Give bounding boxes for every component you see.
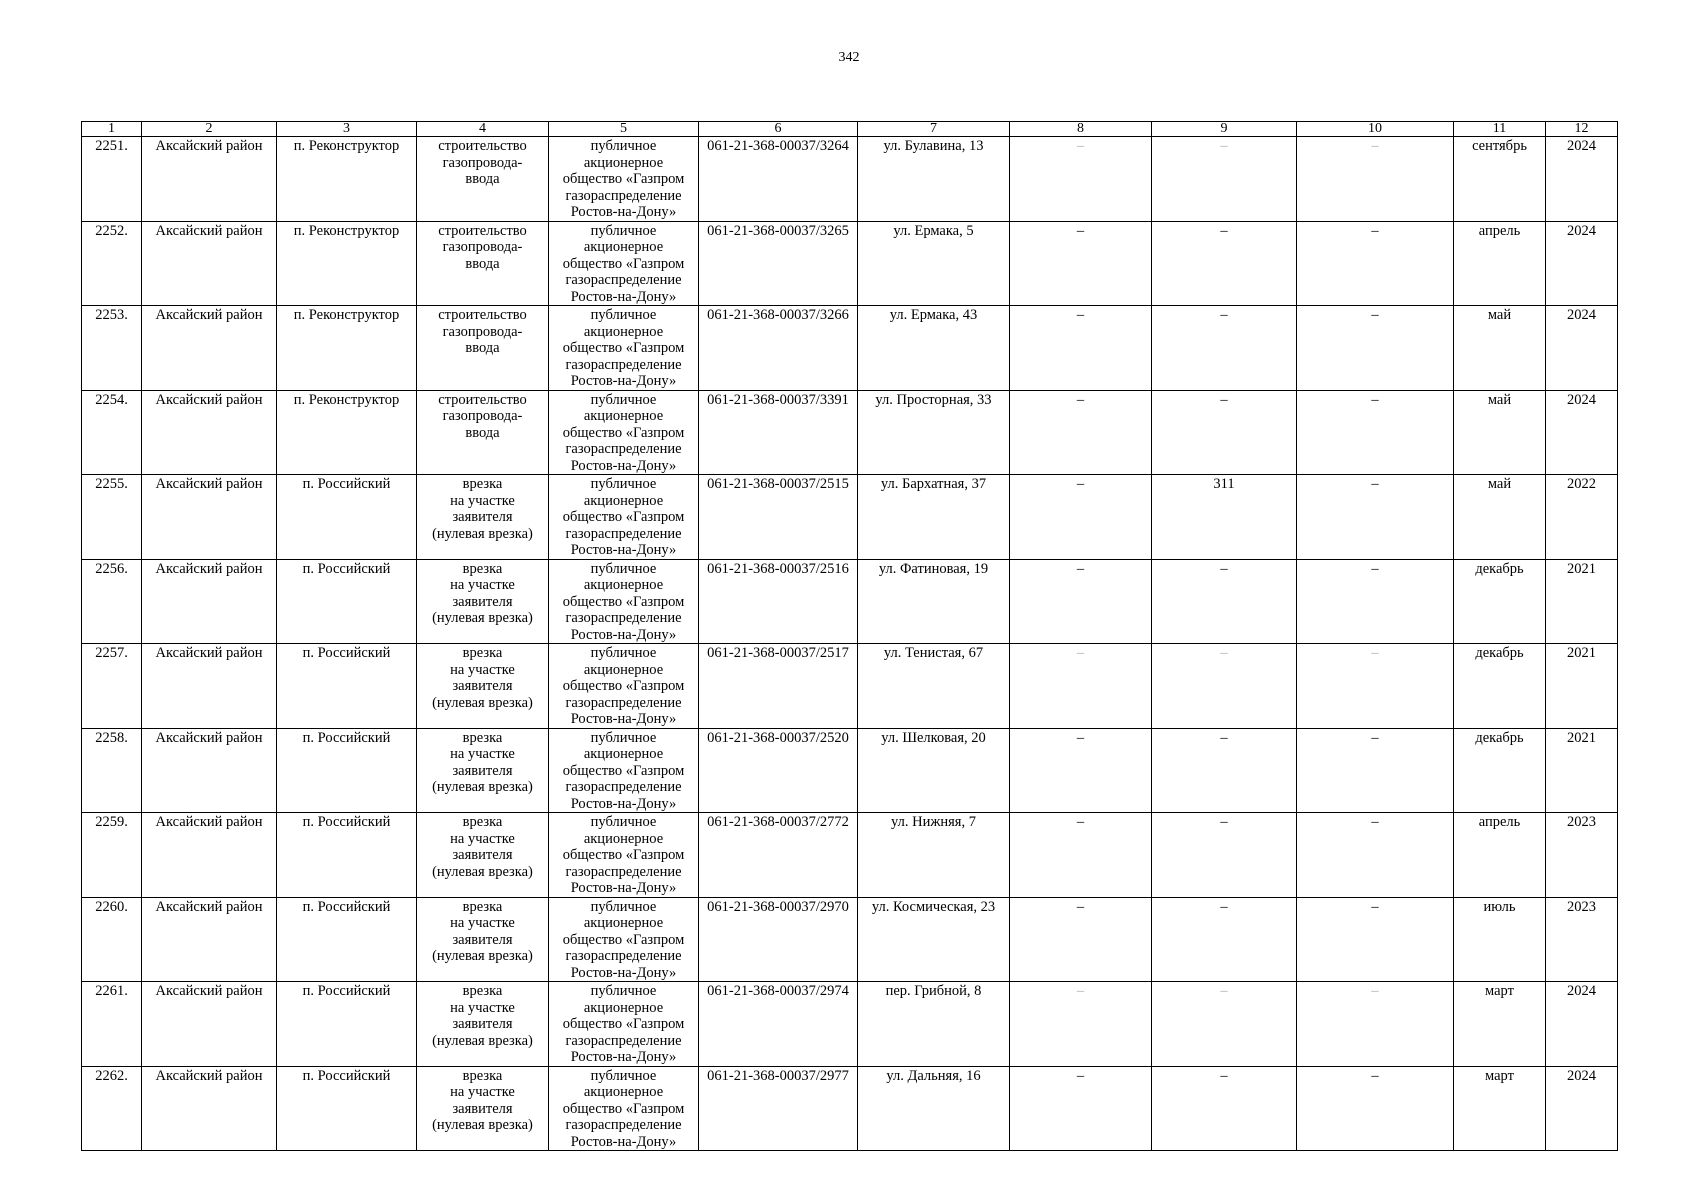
month: июль — [1454, 897, 1546, 982]
work-type — [417, 982, 549, 1067]
organization — [549, 390, 699, 475]
work-type-line: ввода — [465, 255, 500, 272]
work-type-line: заявителя — [452, 1100, 513, 1117]
year: 2024 — [1546, 137, 1618, 222]
work-type-line: (нулевая врезка) — [432, 1117, 533, 1133]
registration-code: 061-21-368-00037/2772 — [699, 813, 858, 898]
work-type — [417, 728, 549, 813]
year: 2021 — [1546, 644, 1618, 729]
organization-line: Ростов-на-Дону» — [570, 795, 677, 812]
column-number: 2 — [142, 122, 277, 137]
work-type-line: заявителя — [452, 678, 513, 694]
work-type-line: строительство — [438, 307, 527, 323]
registration-code: 061-21-368-00037/2517 — [699, 644, 858, 729]
organization-line: общество «Газпром — [562, 847, 685, 863]
work-type-line: на участке — [450, 492, 515, 509]
month: декабрь — [1454, 644, 1546, 729]
work-type-line: (нулевая врезка) — [432, 525, 533, 542]
organization-line: акционерное — [583, 661, 664, 678]
organization — [549, 559, 699, 644]
organization-line: акционерное — [583, 239, 664, 255]
work-type-line: заявителя — [452, 847, 513, 863]
work-type-line: (нулевая врезка) — [432, 948, 533, 964]
registration-code: 061-21-368-00037/2977 — [699, 1066, 858, 1151]
year: 2021 — [1546, 728, 1618, 813]
organization-line: Ростов-на-Дону» — [570, 1049, 677, 1065]
work-type — [417, 1066, 549, 1151]
registration-code: 061-21-368-00037/2974 — [699, 982, 858, 1067]
column-8-value: – — [1010, 1066, 1152, 1151]
organization — [549, 475, 699, 560]
address: ул. Булавина, 13 — [858, 137, 1010, 222]
month: март — [1454, 1066, 1546, 1151]
work-type-line: заявителя — [452, 593, 513, 610]
settlement: п. Реконструктор — [277, 306, 417, 391]
address: ул. Дальняя, 16 — [858, 1066, 1010, 1151]
column-9-value: – — [1152, 897, 1297, 982]
organization-line: газораспределение — [565, 525, 682, 542]
work-type-line: заявителя — [452, 931, 513, 948]
row-number: 2262. — [82, 1066, 142, 1151]
column-8-value: – — [1010, 137, 1152, 222]
column-number-row — [82, 122, 1618, 137]
row-number: 2252. — [82, 221, 142, 306]
column-10-value: – — [1297, 221, 1454, 306]
column-10-value: – — [1297, 475, 1454, 560]
row-number: 2255. — [82, 475, 142, 560]
settlement: п. Реконструктор — [277, 390, 417, 475]
organization — [549, 306, 699, 391]
column-9-value: – — [1152, 221, 1297, 306]
year: 2024 — [1546, 221, 1618, 306]
organization-line: публичное — [590, 222, 657, 239]
year: 2024 — [1546, 390, 1618, 475]
organization-line: газораспределение — [565, 356, 682, 373]
column-10-value: – — [1297, 1066, 1454, 1151]
organization-line: газораспределение — [565, 948, 682, 964]
month: апрель — [1454, 221, 1546, 306]
organization — [549, 221, 699, 306]
organization — [549, 728, 699, 813]
column-9-value: – — [1152, 137, 1297, 222]
address: ул. Космическая, 23 — [858, 897, 1010, 982]
work-type-line: газопровода- — [442, 154, 523, 171]
year: 2021 — [1546, 559, 1618, 644]
organization-line: Ростов-на-Дону» — [570, 457, 677, 474]
column-8-value: – — [1010, 559, 1152, 644]
registration-code: 061-21-368-00037/2516 — [699, 559, 858, 644]
organization-line: Ростов-на-Дону» — [570, 626, 677, 643]
settlement: п. Российский — [277, 559, 417, 644]
work-type-line: врезка — [462, 1067, 503, 1084]
organization-line: акционерное — [583, 408, 664, 424]
organization-line: газораспределение — [565, 1117, 682, 1133]
column-9-value: – — [1152, 559, 1297, 644]
work-type-line: газопровода- — [442, 239, 523, 255]
work-type-line: (нулевая врезка) — [432, 863, 533, 880]
row-number: 2251. — [82, 137, 142, 222]
organization-line: публичное — [590, 476, 657, 492]
work-type-line: ввода — [465, 340, 500, 356]
table-row — [82, 897, 1618, 982]
work-type-line: на участке — [450, 746, 515, 762]
organization — [549, 137, 699, 222]
organization-line: публичное — [590, 138, 657, 154]
district: Аксайский район — [142, 390, 277, 475]
organization-line: Ростов-на-Дону» — [570, 373, 677, 389]
work-type-line: (нулевая врезка) — [432, 1032, 533, 1049]
year: 2024 — [1546, 982, 1618, 1067]
table-row — [82, 559, 1618, 644]
column-9-value: – — [1152, 390, 1297, 475]
year: 2023 — [1546, 813, 1618, 898]
registration-code: 061-21-368-00037/3266 — [699, 306, 858, 391]
column-9-value: – — [1152, 728, 1297, 813]
page-number: 342 — [838, 50, 860, 65]
column-8-value: – — [1010, 813, 1152, 898]
organization-line: общество «Газпром — [562, 931, 685, 948]
organization-line: публичное — [590, 645, 657, 661]
address: ул. Ермака, 43 — [858, 306, 1010, 391]
column-10-value: – — [1297, 306, 1454, 391]
registry-table — [81, 121, 1618, 1151]
organization-line: акционерное — [583, 746, 664, 762]
column-9-value: – — [1152, 1066, 1297, 1151]
organization-line: Ростов-на-Дону» — [570, 542, 677, 558]
organization-line: акционерное — [583, 577, 664, 593]
settlement: п. Российский — [277, 644, 417, 729]
work-type — [417, 390, 549, 475]
organization-line: газораспределение — [565, 272, 682, 288]
settlement: п. Российский — [277, 1066, 417, 1151]
settlement: п. Российский — [277, 728, 417, 813]
column-10-value: – — [1297, 137, 1454, 222]
table-row — [82, 644, 1618, 729]
column-10-value: – — [1297, 813, 1454, 898]
row-number: 2256. — [82, 559, 142, 644]
work-type-line: заявителя — [452, 1016, 513, 1032]
work-type-line: врезка — [462, 476, 503, 492]
settlement: п. Реконструктор — [277, 137, 417, 222]
column-number: 8 — [1010, 122, 1152, 137]
row-number: 2259. — [82, 813, 142, 898]
organization-line: общество «Газпром — [562, 171, 685, 187]
year: 2024 — [1546, 1066, 1618, 1151]
work-type-line: (нулевая врезка) — [432, 694, 533, 711]
organization-line: общество «Газпром — [562, 593, 685, 610]
organization-line: газораспределение — [565, 187, 682, 204]
work-type-line: на участке — [450, 577, 515, 593]
work-type-line: врезка — [462, 898, 503, 915]
address: ул. Нижняя, 7 — [858, 813, 1010, 898]
organization-line: Ростов-на-Дону» — [570, 964, 677, 981]
column-10-value: – — [1297, 982, 1454, 1067]
column-8-value: – — [1010, 390, 1152, 475]
organization-line: газораспределение — [565, 441, 682, 457]
district: Аксайский район — [142, 221, 277, 306]
work-type-line: на участке — [450, 661, 515, 678]
organization-line: общество «Газпром — [562, 1100, 685, 1117]
column-9-value: – — [1152, 813, 1297, 898]
column-8-value: – — [1010, 897, 1152, 982]
organization-line: публичное — [590, 560, 657, 577]
work-type-line: строительство — [438, 138, 527, 154]
work-type-line: врезка — [462, 560, 503, 577]
work-type-line: строительство — [438, 222, 527, 239]
table-row — [82, 475, 1618, 560]
settlement: п. Реконструктор — [277, 221, 417, 306]
month: сентябрь — [1454, 137, 1546, 222]
column-8-value: – — [1010, 982, 1152, 1067]
organization-line: газораспределение — [565, 1032, 682, 1049]
column-number: 12 — [1546, 122, 1618, 137]
organization — [549, 1066, 699, 1151]
organization-line: акционерное — [583, 1084, 664, 1100]
registration-code: 061-21-368-00037/2520 — [699, 728, 858, 813]
organization-line: газораспределение — [565, 610, 682, 626]
district: Аксайский район — [142, 897, 277, 982]
year: 2022 — [1546, 475, 1618, 560]
column-9-value: – — [1152, 644, 1297, 729]
organization-line: Ростов-на-Дону» — [570, 880, 677, 896]
work-type — [417, 559, 549, 644]
organization-line: акционерное — [583, 830, 664, 847]
table-row — [82, 137, 1618, 222]
column-10-value: – — [1297, 390, 1454, 475]
column-8-value: – — [1010, 475, 1152, 560]
organization-line: Ростов-на-Дону» — [570, 1133, 677, 1150]
organization-line: Ростов-на-Дону» — [570, 288, 677, 305]
column-number: 6 — [699, 122, 858, 137]
work-type — [417, 813, 549, 898]
column-9-value: – — [1152, 982, 1297, 1067]
work-type-line: врезка — [462, 729, 503, 746]
organization-line: акционерное — [583, 154, 664, 171]
district: Аксайский район — [142, 982, 277, 1067]
work-type — [417, 221, 549, 306]
district: Аксайский район — [142, 813, 277, 898]
row-number: 2260. — [82, 897, 142, 982]
organization-line: публичное — [590, 1067, 657, 1084]
work-type — [417, 475, 549, 560]
organization-line: публичное — [590, 814, 657, 830]
organization-line: общество «Газпром — [562, 255, 685, 272]
table-row — [82, 306, 1618, 391]
column-10-value: – — [1297, 644, 1454, 729]
work-type — [417, 137, 549, 222]
work-type — [417, 306, 549, 391]
address: ул. Тенистая, 67 — [858, 644, 1010, 729]
organization-line: Ростов-на-Дону» — [570, 204, 677, 220]
organization-line: публичное — [590, 898, 657, 915]
organization-line: общество «Газпром — [562, 424, 685, 441]
work-type-line: на участке — [450, 915, 515, 931]
table-row — [82, 982, 1618, 1067]
organization — [549, 813, 699, 898]
organization-line: акционерное — [583, 492, 664, 509]
work-type-line: врезка — [462, 983, 503, 999]
registration-code: 061-21-368-00037/3265 — [699, 221, 858, 306]
column-10-value: – — [1297, 897, 1454, 982]
work-type-line: на участке — [450, 1084, 515, 1100]
settlement: п. Российский — [277, 982, 417, 1067]
address: пер. Грибной, 8 — [858, 982, 1010, 1067]
work-type-line: ввода — [465, 171, 500, 187]
work-type-line: заявителя — [452, 509, 513, 525]
column-8-value: – — [1010, 728, 1152, 813]
work-type-line: врезка — [462, 645, 503, 661]
row-number: 2258. — [82, 728, 142, 813]
organization-line: общество «Газпром — [562, 340, 685, 356]
organization-line: публичное — [590, 391, 657, 408]
row-number: 2253. — [82, 306, 142, 391]
month: май — [1454, 306, 1546, 391]
work-type-line: строительство — [438, 391, 527, 408]
work-type-line: на участке — [450, 830, 515, 847]
column-10-value: – — [1297, 728, 1454, 813]
column-number: 11 — [1454, 122, 1546, 137]
settlement: п. Российский — [277, 813, 417, 898]
month: апрель — [1454, 813, 1546, 898]
address: ул. Фатиновая, 19 — [858, 559, 1010, 644]
column-9-value: – — [1152, 306, 1297, 391]
organization-line: акционерное — [583, 999, 664, 1016]
organization-line: общество «Газпром — [562, 678, 685, 694]
organization-line: публичное — [590, 307, 657, 323]
registration-code: 061-21-368-00037/2515 — [699, 475, 858, 560]
settlement: п. Российский — [277, 897, 417, 982]
organization-line: акционерное — [583, 323, 664, 340]
organization — [549, 644, 699, 729]
table-row — [82, 221, 1618, 306]
column-number: 4 — [417, 122, 549, 137]
work-type-line: газопровода- — [442, 408, 523, 424]
organization-line: акционерное — [583, 915, 664, 931]
row-number: 2254. — [82, 390, 142, 475]
district: Аксайский район — [142, 137, 277, 222]
registration-code: 061-21-368-00037/3391 — [699, 390, 858, 475]
column-number: 10 — [1297, 122, 1454, 137]
work-type-line: заявителя — [452, 762, 513, 779]
district: Аксайский район — [142, 475, 277, 560]
column-8-value: – — [1010, 644, 1152, 729]
address: ул. Ермака, 5 — [858, 221, 1010, 306]
organization-line: общество «Газпром — [562, 762, 685, 779]
table-row — [82, 390, 1618, 475]
address: ул. Бархатная, 37 — [858, 475, 1010, 560]
table-row — [82, 1066, 1618, 1151]
month: декабрь — [1454, 559, 1546, 644]
address: ул. Шелковая, 20 — [858, 728, 1010, 813]
month: май — [1454, 390, 1546, 475]
address: ул. Просторная, 33 — [858, 390, 1010, 475]
column-10-value: – — [1297, 559, 1454, 644]
work-type — [417, 644, 549, 729]
organization — [549, 982, 699, 1067]
work-type-line: (нулевая врезка) — [432, 610, 533, 626]
work-type-line: врезка — [462, 814, 503, 830]
organization — [549, 897, 699, 982]
work-type-line: газопровода- — [442, 323, 523, 340]
organization-line: газораспределение — [565, 779, 682, 795]
column-8-value: – — [1010, 306, 1152, 391]
column-number: 9 — [1152, 122, 1297, 137]
column-8-value: – — [1010, 221, 1152, 306]
organization-line: Ростов-на-Дону» — [570, 711, 677, 727]
district: Аксайский район — [142, 644, 277, 729]
work-type-line: на участке — [450, 999, 515, 1016]
organization-line: газораспределение — [565, 863, 682, 880]
column-number: 5 — [549, 122, 699, 137]
district: Аксайский район — [142, 559, 277, 644]
settlement: п. Российский — [277, 475, 417, 560]
district: Аксайский район — [142, 306, 277, 391]
column-number: 1 — [82, 122, 142, 137]
district: Аксайский район — [142, 1066, 277, 1151]
organization-line: публичное — [590, 729, 657, 746]
column-9-value: 311 — [1152, 475, 1297, 560]
month: декабрь — [1454, 728, 1546, 813]
row-number: 2261. — [82, 982, 142, 1067]
organization-line: общество «Газпром — [562, 509, 685, 525]
table-row — [82, 813, 1618, 898]
work-type-line: ввода — [465, 424, 500, 441]
work-type — [417, 897, 549, 982]
registration-code: 061-21-368-00037/2970 — [699, 897, 858, 982]
column-number: 7 — [858, 122, 1010, 137]
district: Аксайский район — [142, 728, 277, 813]
row-number: 2257. — [82, 644, 142, 729]
column-number: 3 — [277, 122, 417, 137]
year: 2024 — [1546, 306, 1618, 391]
year: 2023 — [1546, 897, 1618, 982]
organization-line: общество «Газпром — [562, 1016, 685, 1032]
registration-code: 061-21-368-00037/3264 — [699, 137, 858, 222]
organization-line: газораспределение — [565, 694, 682, 711]
month: март — [1454, 982, 1546, 1067]
month: май — [1454, 475, 1546, 560]
table-row — [82, 728, 1618, 813]
organization-line: публичное — [590, 983, 657, 999]
work-type-line: (нулевая врезка) — [432, 779, 533, 795]
